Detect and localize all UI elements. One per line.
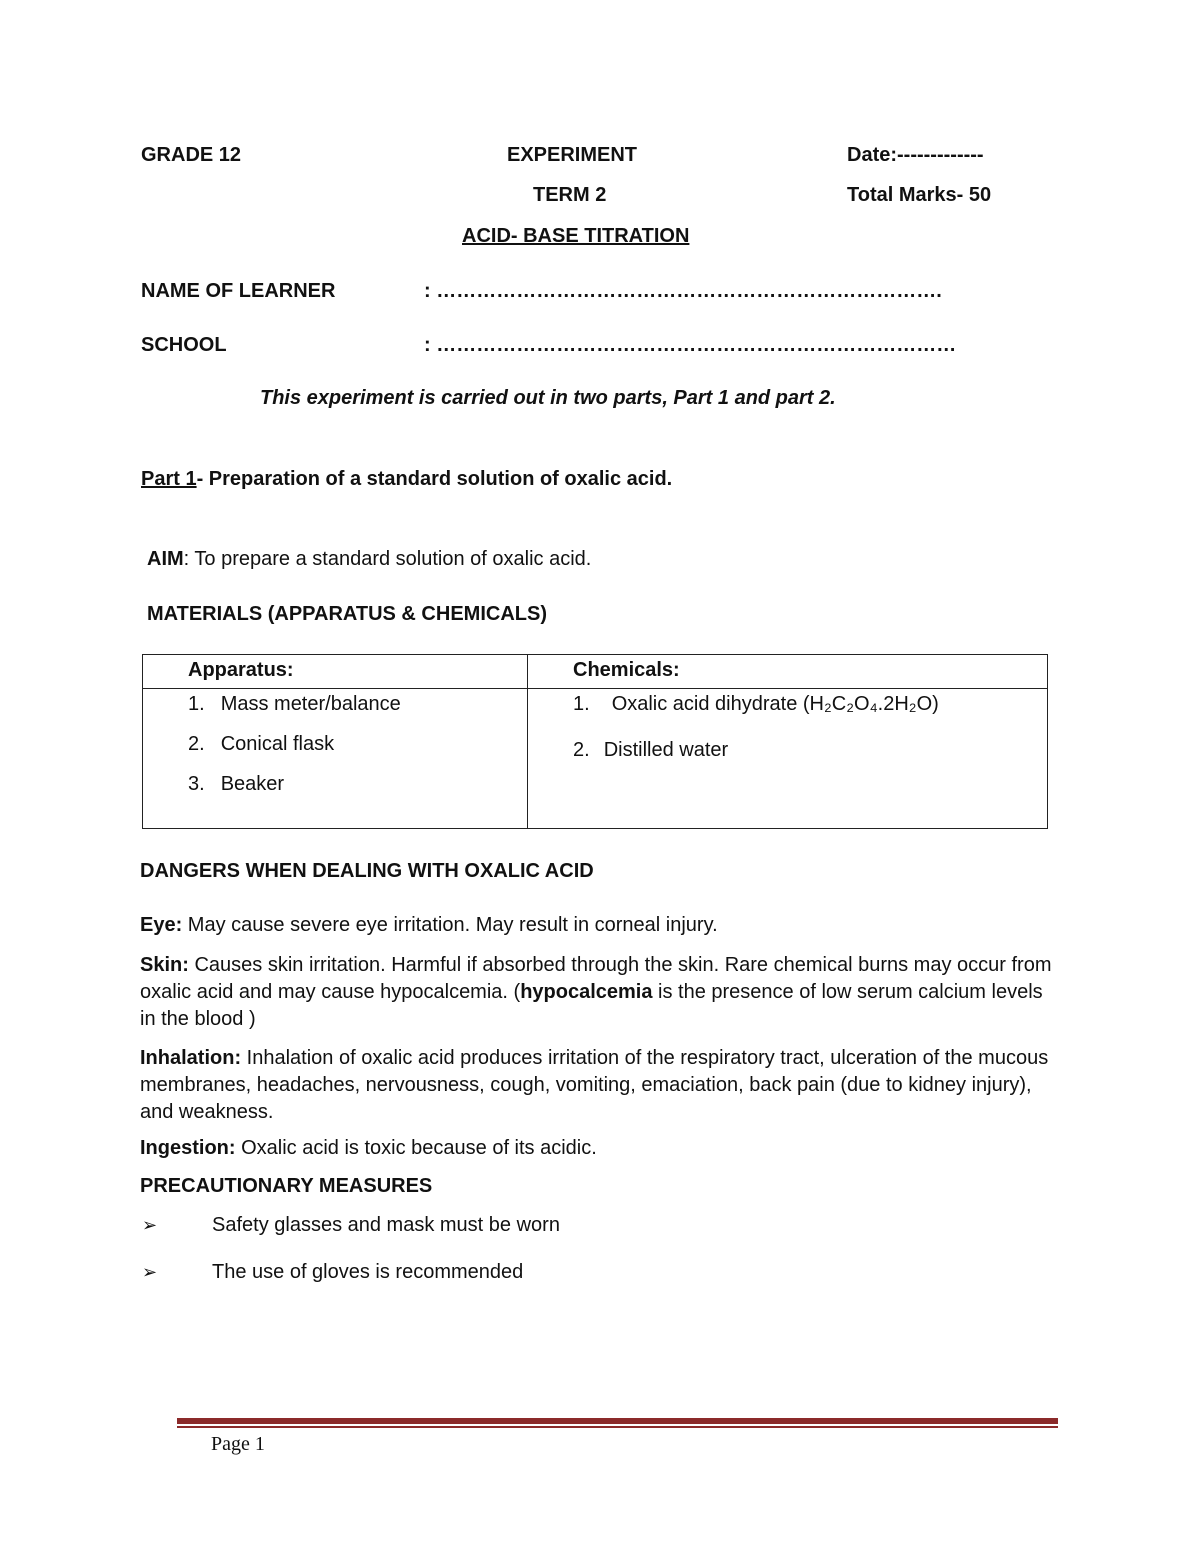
eye-text: May cause severe eye irritation. May result in corneal injury.	[182, 914, 718, 936]
precaution-text: Safety glasses and mask must be worn	[212, 1214, 560, 1236]
list-number: 1.	[188, 693, 205, 715]
chemical-item	[573, 739, 728, 762]
date-field: Date:-------------	[847, 144, 984, 166]
aim-text: : To prepare a standard solution of oxalic acid.	[183, 548, 592, 570]
precaution-item	[142, 1214, 157, 1237]
apparatus-item	[188, 733, 334, 756]
school-label: SCHOOL	[141, 334, 227, 356]
name-of-learner-field: : ………………………………………………………………….	[424, 280, 942, 302]
footer-rule-thin	[177, 1426, 1058, 1428]
eye-label: Eye:	[140, 914, 183, 936]
name-of-learner-label: NAME OF LEARNER	[141, 280, 336, 302]
apparatus-item	[188, 693, 401, 716]
chemical-item	[573, 693, 939, 716]
intro-text: This experiment is carried out in two parts, Part 1 and part 2.	[260, 387, 836, 409]
list-text: Conical flask	[220, 733, 335, 755]
inhalation-text: Inhalation of oxalic acid produces irritation of the respiratory tract, ulceration of the mucous membranes, headaches, nervousness, cough, vomiting, emaciation, back pain (due to kidney injury), and weakness.	[140, 1047, 1049, 1123]
experiment-label: EXPERIMENT	[507, 144, 638, 166]
footer-rule	[177, 1418, 1058, 1424]
precaution-item	[142, 1261, 157, 1284]
list-text: Mass meter/balance	[220, 693, 401, 715]
danger-skin	[140, 952, 1060, 1033]
list-number: 2.	[188, 733, 205, 755]
term-label: TERM 2	[533, 184, 607, 206]
ingestion-label: Ingestion:	[140, 1137, 236, 1159]
skin-text-continued: is the presence of low serum calcium levels in the blood )	[140, 981, 1043, 1030]
precaution-text: The use of gloves is recommended	[212, 1261, 524, 1283]
page-title: ACID- BASE TITRATION	[462, 225, 690, 247]
skin-label: Skin:	[140, 954, 189, 976]
list-number: 2.	[573, 739, 590, 761]
apparatus-item	[188, 773, 284, 796]
grade-label: GRADE 12	[141, 144, 242, 166]
danger-inhalation	[140, 1045, 1060, 1126]
materials-table	[142, 654, 1048, 829]
danger-eye	[140, 912, 1060, 939]
table-divider-vertical	[527, 655, 528, 828]
ingestion-text: Oxalic acid is toxic because of its acidic.	[235, 1137, 597, 1159]
arrow-bullet-icon: ➢	[142, 1215, 158, 1236]
part1-heading	[141, 468, 672, 491]
total-marks: Total Marks- 50	[847, 184, 992, 206]
apparatus-header: Apparatus:	[188, 659, 294, 681]
list-number: 1.	[573, 693, 590, 715]
list-text: Beaker	[220, 773, 285, 795]
aim-line	[147, 548, 591, 571]
page-number: Page 1	[211, 1433, 265, 1455]
inhalation-label: Inhalation:	[140, 1047, 242, 1069]
precautions-heading: PRECAUTIONARY MEASURES	[140, 1175, 433, 1197]
skin-text: Causes skin irritation. Harmful if absorbed through the skin. Rare chemical burns may occur from oxalic acid and may cause hypocalcemia. (	[140, 954, 1052, 1003]
list-number: 3.	[188, 773, 205, 795]
arrow-bullet-icon: ➢	[142, 1262, 158, 1283]
list-text: Oxalic acid dihydrate (H₂C₂O₄.2H₂O)	[611, 693, 939, 715]
materials-heading: MATERIALS (APPARATUS & CHEMICALS)	[147, 603, 547, 625]
hypocalcemia-term: hypocalcemia	[520, 981, 653, 1003]
list-text: Distilled water	[603, 739, 729, 761]
danger-ingestion	[140, 1135, 1060, 1162]
part1-label: Part 1	[141, 468, 197, 490]
table-divider-horizontal	[143, 688, 1047, 689]
school-field: : ……………………………………………………………………	[424, 334, 957, 356]
aim-label: AIM	[147, 548, 184, 570]
dangers-heading: DANGERS WHEN DEALING WITH OXALIC ACID	[140, 860, 594, 882]
part1-title: - Preparation of a standard solution of oxalic acid.	[196, 468, 673, 490]
chemicals-header: Chemicals:	[573, 659, 680, 681]
